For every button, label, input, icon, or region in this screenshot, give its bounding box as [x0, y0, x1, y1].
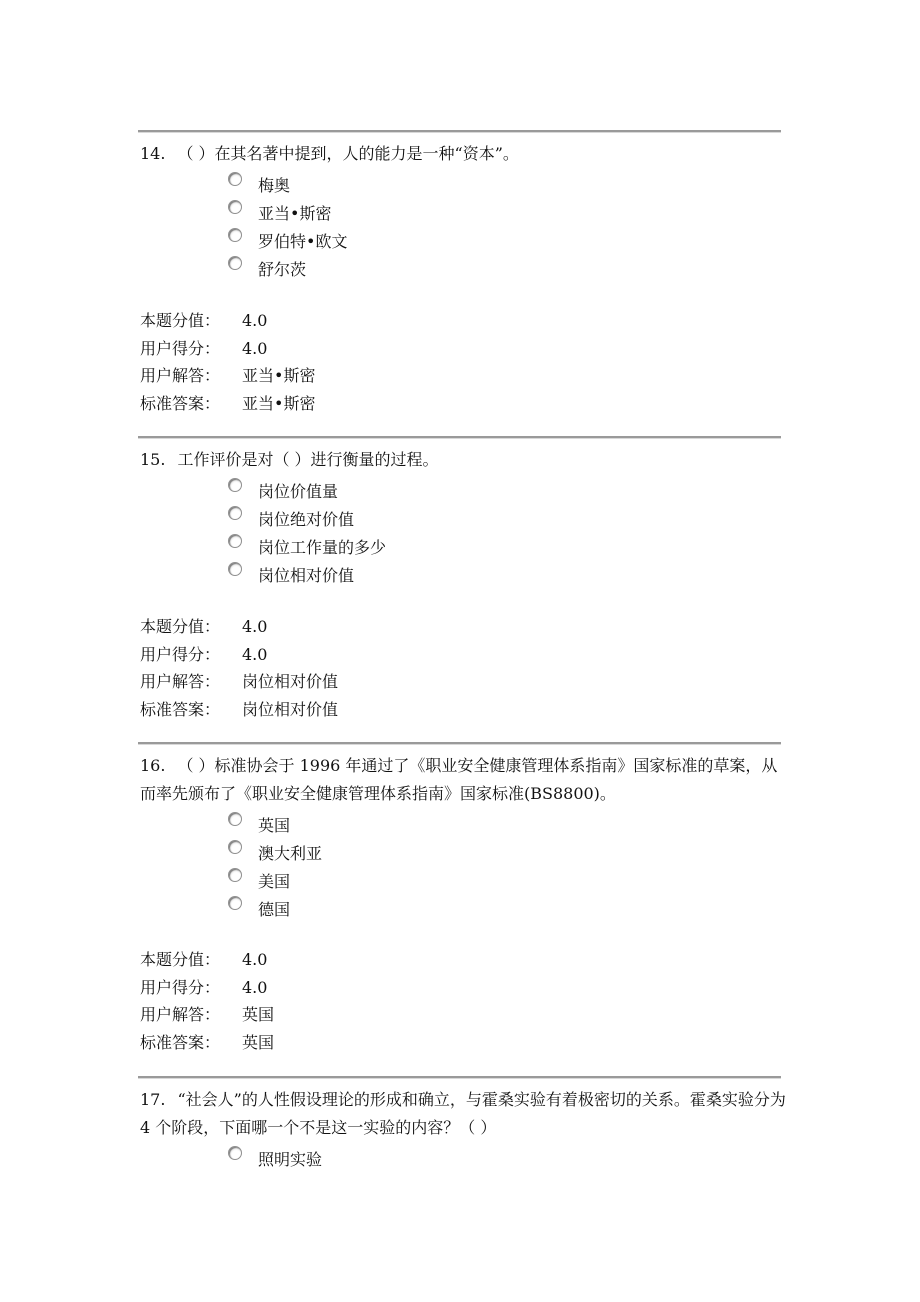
question-17-text — [140, 1086, 790, 1142]
option-label: 德国 — [258, 900, 291, 919]
question-divider — [138, 130, 781, 133]
question-15-text — [140, 446, 790, 474]
score-value: 4.0 — [242, 311, 268, 330]
option-label: 舒尔茨 — [258, 260, 307, 279]
option-label: 照明实验 — [258, 1150, 323, 1169]
score-value: 4.0 — [242, 950, 268, 969]
question-number: 15. — [140, 450, 166, 469]
question-number: 17. — [140, 1090, 166, 1109]
user-answer-value: 亚当•斯密 — [242, 366, 316, 385]
option-q15-b[interactable] — [228, 506, 354, 534]
question-number: 16. — [140, 756, 166, 775]
option-q15-c[interactable] — [228, 534, 386, 562]
radio-button-icon[interactable] — [228, 200, 242, 214]
question-divider — [138, 742, 781, 745]
question-16-text — [140, 752, 790, 808]
user-score-row: 用户得分： 4.0 — [140, 335, 267, 363]
radio-button-icon[interactable] — [228, 812, 242, 826]
option-label: 岗位价值量 — [258, 482, 339, 501]
option-label: 岗位绝对价值 — [258, 510, 355, 529]
user-score-row: 用户得分： 4.0 — [140, 641, 267, 669]
radio-button-icon[interactable] — [228, 562, 242, 576]
option-label: 岗位工作量的多少 — [258, 538, 387, 557]
option-label: 美国 — [258, 872, 291, 891]
option-label: 岗位相对价值 — [258, 566, 355, 585]
option-q14-a[interactable] — [228, 172, 290, 200]
standard-answer-value: 岗位相对价值 — [242, 700, 339, 719]
user-score-value: 4.0 — [242, 645, 268, 664]
option-q16-a[interactable] — [228, 812, 290, 840]
option-q15-d[interactable] — [228, 562, 354, 590]
radio-button-icon[interactable] — [228, 534, 242, 548]
question-14-text — [140, 140, 790, 168]
score-row: 本题分值： 4.0 — [140, 307, 267, 335]
radio-button-icon[interactable] — [228, 1146, 242, 1160]
standard-answer-value: 亚当•斯密 — [242, 394, 316, 413]
option-label: 澳大利亚 — [258, 844, 323, 863]
option-q15-a[interactable] — [228, 478, 338, 506]
user-score-row: 用户得分： 4.0 — [140, 974, 267, 1002]
user-answer-value: 岗位相对价值 — [242, 672, 339, 691]
option-q16-c[interactable] — [228, 868, 290, 896]
standard-answer-row: 标准答案： 岗位相对价值 — [140, 696, 338, 724]
score-row: 本题分值： 4.0 — [140, 613, 267, 641]
standard-answer-value: 英国 — [242, 1033, 275, 1052]
option-label: 罗伯特•欧文 — [258, 232, 348, 251]
option-q16-b[interactable] — [228, 840, 322, 868]
radio-button-icon[interactable] — [228, 228, 242, 242]
question-stem: 工作评价是对（ ）进行衡量的过程。 — [177, 450, 439, 469]
radio-button-icon[interactable] — [228, 840, 242, 854]
radio-button-icon[interactable] — [228, 478, 242, 492]
option-label: 梅奥 — [258, 176, 291, 195]
radio-button-icon[interactable] — [228, 172, 242, 186]
option-q17-a[interactable] — [228, 1146, 322, 1174]
radio-button-icon[interactable] — [228, 896, 242, 910]
standard-answer-row: 标准答案： 英国 — [140, 1029, 274, 1057]
question-stem: （ ）在其名著中提到，人的能力是一种“资本”。 — [177, 144, 519, 163]
user-answer-row: 用户解答： 亚当•斯密 — [140, 362, 315, 390]
option-label: 亚当•斯密 — [258, 204, 332, 223]
option-q16-d[interactable] — [228, 896, 290, 924]
radio-button-icon[interactable] — [228, 506, 242, 520]
user-answer-value: 英国 — [242, 1005, 275, 1024]
user-answer-row: 用户解答： 岗位相对价值 — [140, 668, 338, 696]
score-value: 4.0 — [242, 617, 268, 636]
option-label: 英国 — [258, 816, 291, 835]
user-score-value: 4.0 — [242, 978, 268, 997]
score-row: 本题分值： 4.0 — [140, 946, 267, 974]
radio-button-icon[interactable] — [228, 868, 242, 882]
question-divider — [138, 1076, 781, 1079]
radio-button-icon[interactable] — [228, 256, 242, 270]
standard-answer-row: 标准答案： 亚当•斯密 — [140, 390, 315, 418]
option-q14-c[interactable] — [228, 228, 347, 256]
question-stem: （ ）标准协会于 1996 年通过了《职业安全健康管理体系指南》国家标准的草案，从而率先颁布了《职业安全健康管理体系指南》国家标准(BS8800)。 — [140, 756, 778, 803]
option-q14-b[interactable] — [228, 200, 331, 228]
user-score-value: 4.0 — [242, 339, 268, 358]
user-answer-row: 用户解答： 英国 — [140, 1001, 274, 1029]
question-stem: “社会人”的人性假设理论的形成和确立，与霍桑实验有着极密切的关系。霍桑实验分为 4 个阶段，下面哪一个不是这一实验的内容？（ ） — [140, 1090, 786, 1137]
option-q14-d[interactable] — [228, 256, 306, 284]
question-number: 14. — [140, 144, 166, 163]
question-divider — [138, 436, 781, 439]
